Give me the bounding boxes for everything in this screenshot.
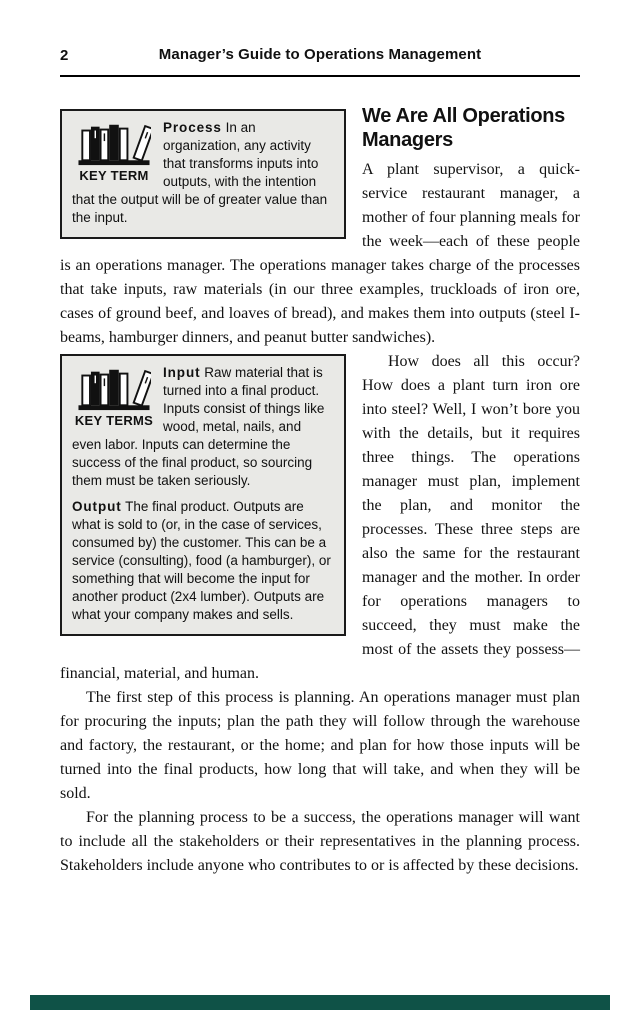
keyterms-label: KEY TERMS (74, 413, 154, 429)
keyterm-term: Output (72, 498, 122, 514)
keyterm-entry-output (72, 498, 334, 624)
keyterm-box-input-output (60, 354, 346, 635)
section-intro (60, 105, 580, 350)
keyterm-definition: In an organization, any activity that transforms inputs into outputs, with the intention that the output will be of greater value than the input. (72, 120, 328, 225)
keyterm-term: Process (163, 120, 222, 135)
keyterm-label: KEY TERM (79, 168, 149, 183)
section-how-it-occurs (60, 350, 580, 686)
keyterm-icon-block (72, 119, 156, 183)
keyterm-definition: Raw material that is turned into a final product. Inputs consist of things like wood, metal, nails, and even labor. Inputs can determine the success of the final product, so sourcing them must be taken seriously. (72, 365, 325, 488)
books-icon (72, 364, 156, 412)
paragraph-3: The first step of this process is planning. An operations manager must plan for procuring the inputs; plan the path they will follow through the warehouse and factory, the restaurant, or the home; and plan for how those inputs will be turned into the final products, how long that will take, and when they will be sold. (60, 689, 580, 803)
header-rule (60, 75, 580, 77)
running-title: Manager’s Guide to Operations Management (158, 46, 482, 63)
keyterm-term: Input (163, 365, 201, 381)
page-number: 2 (60, 47, 69, 64)
keyterm-definition: The final product. Outputs are what is sold to (or, in the case of services, consumed by) the customer. This can be a service (consulting), food (a hamburger), or something that will become the input for another product (2x4 lumber). Outputs are what your company makes and sells. (72, 498, 331, 622)
keyterm-box-process (60, 109, 346, 239)
paragraph-4: For the planning process to be a success, the operations manager will want to include all the stakeholders or their representatives in the planning process. Stakeholders include anyone who contributes to or is affected by these decisions. (60, 809, 580, 875)
keyterm-icon-block (72, 364, 156, 428)
section-heading: We Are All Operations Managers (362, 105, 566, 151)
paragraph-2: How does all this occur? How does a plant turn iron ore into steel? Well, I won’t bore you with the details, but it requires three things. The operations manager must plan, implement the plan, and monitor the processes. These three steps are also the same for the restaurant manager and the mother. In order for operations managers to succeed, they must make the most of the assets they possess—financial, material, and human. (60, 353, 580, 683)
footer-bar (30, 995, 610, 1010)
page-header (60, 46, 580, 68)
paragraph-1: A plant supervisor, a quick-service restaurant manager, a mother of four planning meals for the week—each of these people is an operations manager. The operations manager takes charge of the processes that take inputs, raw materials (in our three examples, truckloads of iron ore, cases of ground beef, and loaves of bread), and makes them into outputs (steel I-beams, hamburger dinners, and peanut butter sandwiches). (60, 161, 580, 347)
books-icon (72, 119, 156, 167)
